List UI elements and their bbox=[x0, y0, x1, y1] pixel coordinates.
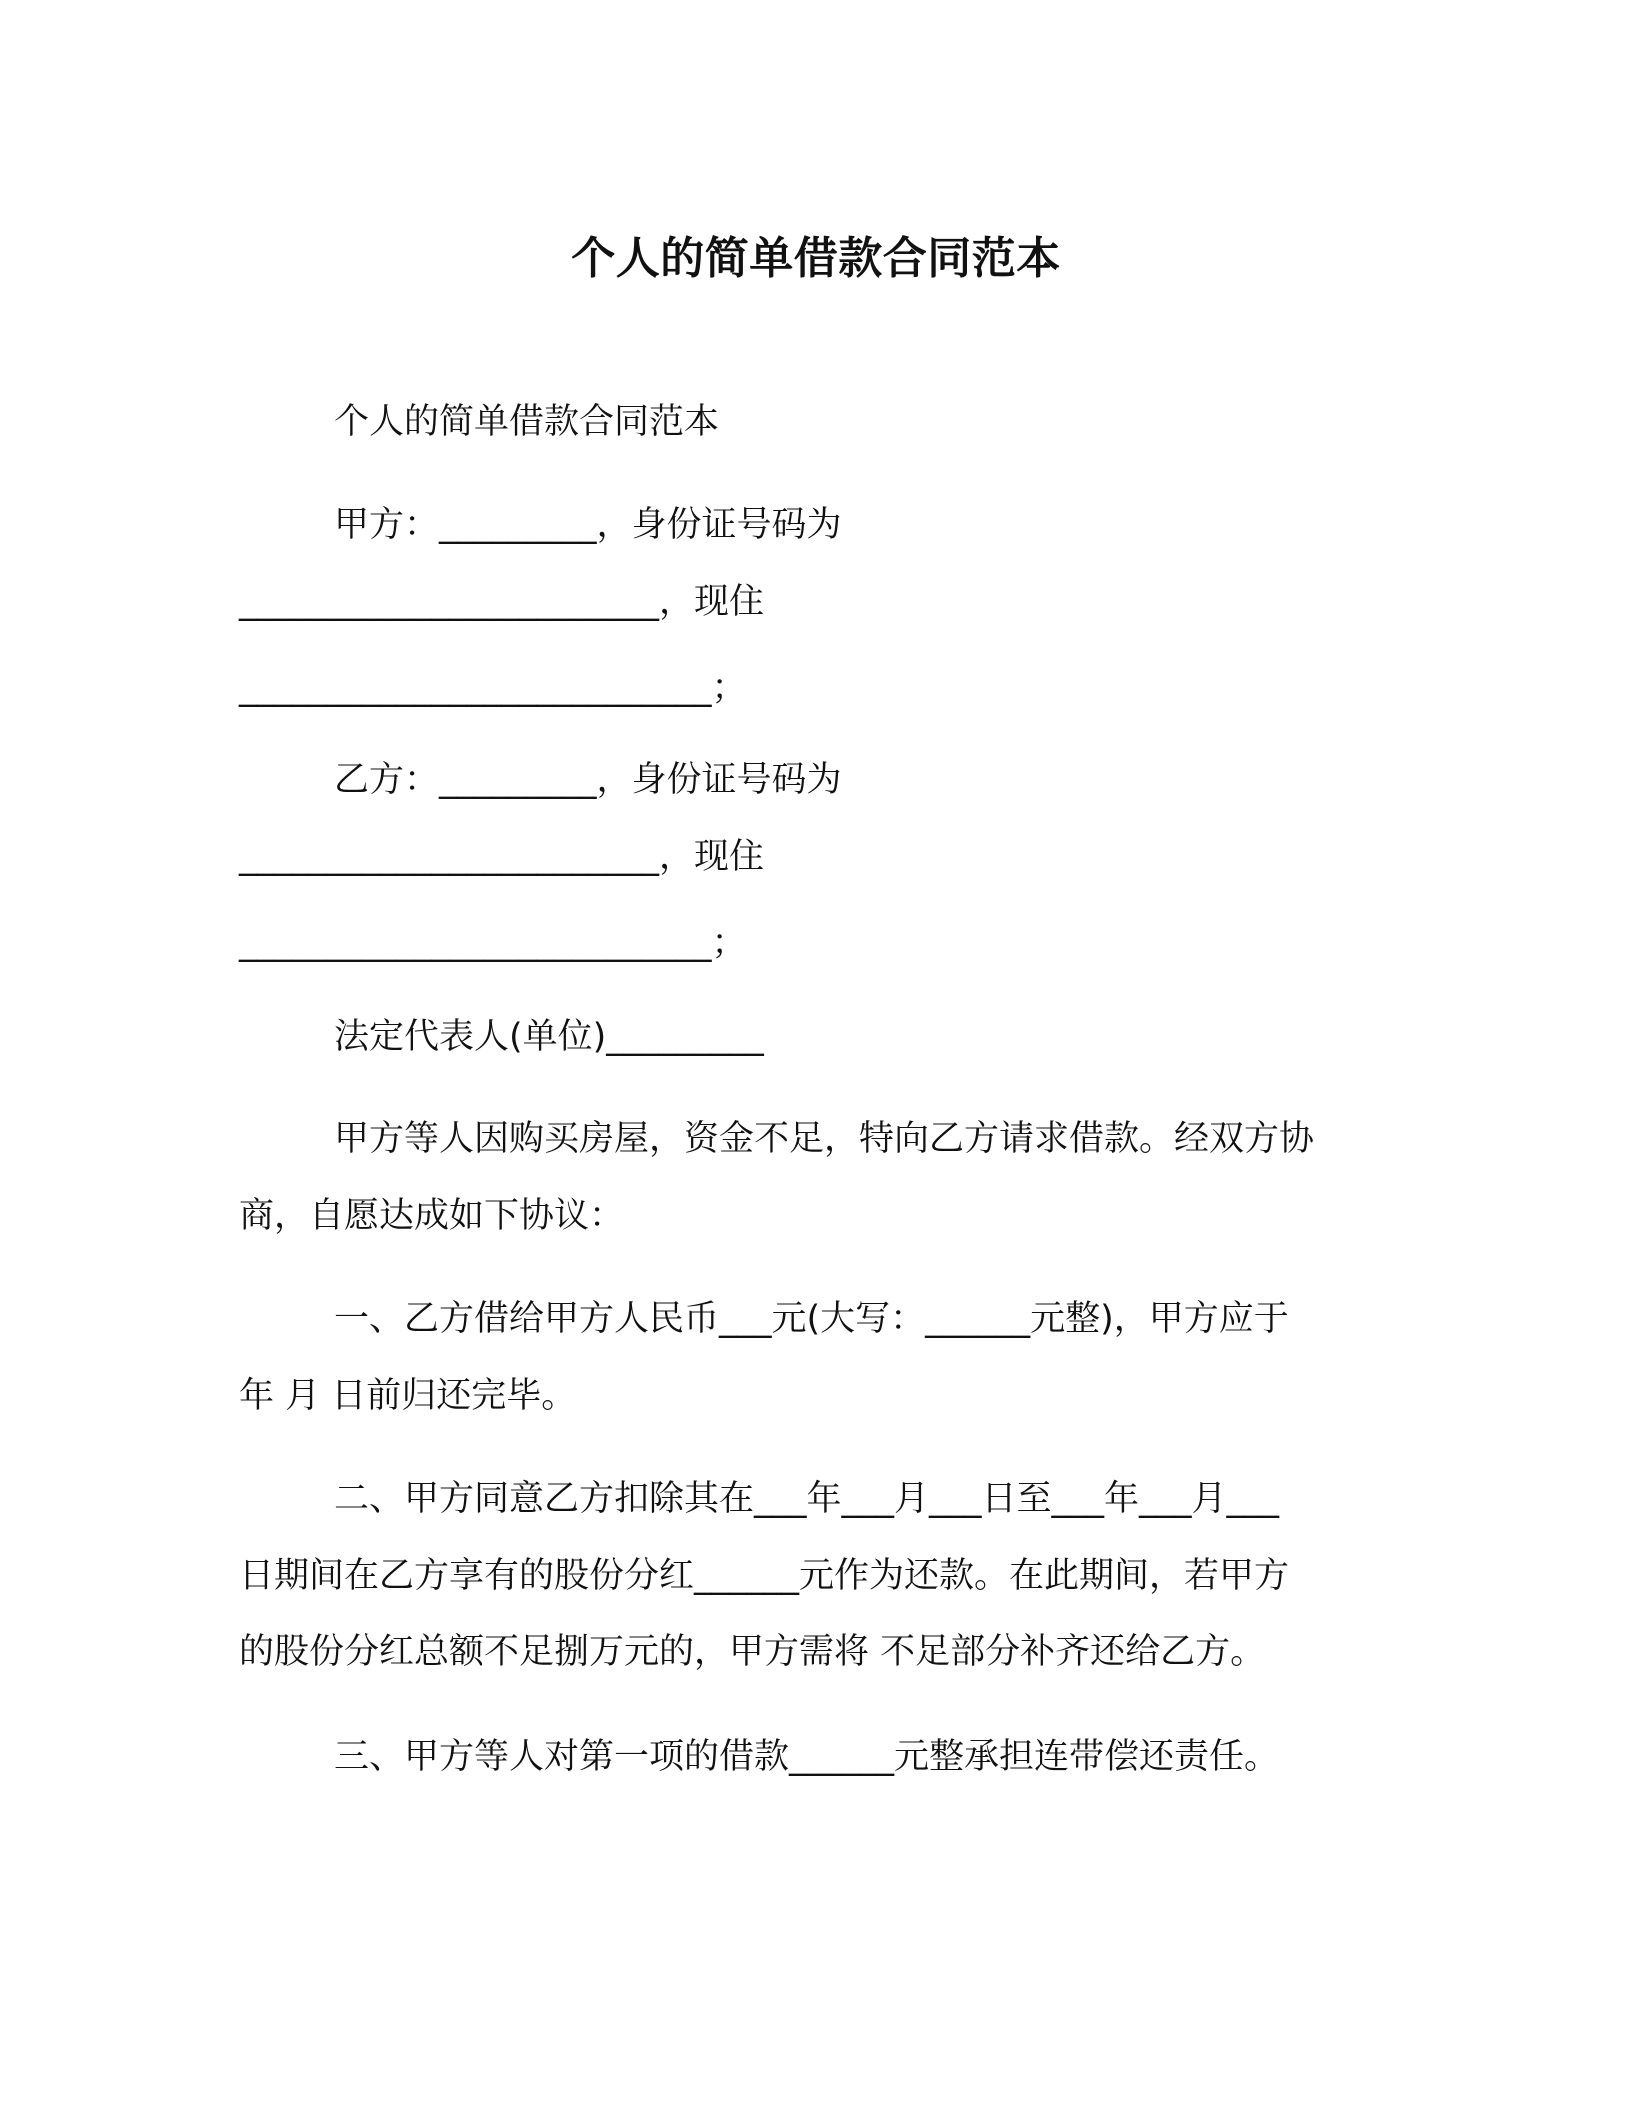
party-b-line: 乙方：_________，身份证号码为 bbox=[334, 760, 842, 800]
intro-paragraph-line-1: 甲方等人因购买房屋，资金不足，特向乙方请求借款。经双方协 bbox=[334, 1119, 1315, 1159]
party-a-line: 甲方：_________，身份证号码为 bbox=[334, 505, 842, 545]
intro-paragraph-line-2: 商，自愿达成如下协议： bbox=[239, 1196, 625, 1236]
clause-3-line-1: 三、甲方等人对第一项的借款______元整承担连带偿还责任。 bbox=[334, 1737, 1280, 1777]
clause-1-line-1: 一、乙方借给甲方人民币___元(大写：______元整)，甲方应于 bbox=[334, 1299, 1289, 1339]
subtitle-line: 个人的简单借款合同范本 bbox=[334, 402, 720, 442]
document-title: 个人的简单借款合同范本 bbox=[571, 233, 1061, 284]
party-a-address-line: ___________________________； bbox=[239, 668, 747, 708]
clause-2-line-1: 二、甲方同意乙方扣除其在___年___月___日至___年___月___ bbox=[334, 1479, 1280, 1519]
party-a-id-line: ________________________，现住 bbox=[239, 582, 765, 622]
party-b-id-line: ________________________，现住 bbox=[239, 837, 765, 877]
legal-representative-line: 法定代表人(单位)_________ bbox=[334, 1017, 764, 1057]
clause-2-line-2: 日期间在乙方享有的股份分红______元作为还款。在此期间，若甲方 bbox=[239, 1556, 1290, 1596]
clause-2-line-3: 的股份分红总额不足捌万元的，甲方需将 不足部分补齐还给乙方。 bbox=[239, 1632, 1266, 1672]
clause-1-line-2: 年 月 日前归还完毕。 bbox=[239, 1376, 577, 1416]
party-b-address-line: ___________________________； bbox=[239, 923, 747, 963]
